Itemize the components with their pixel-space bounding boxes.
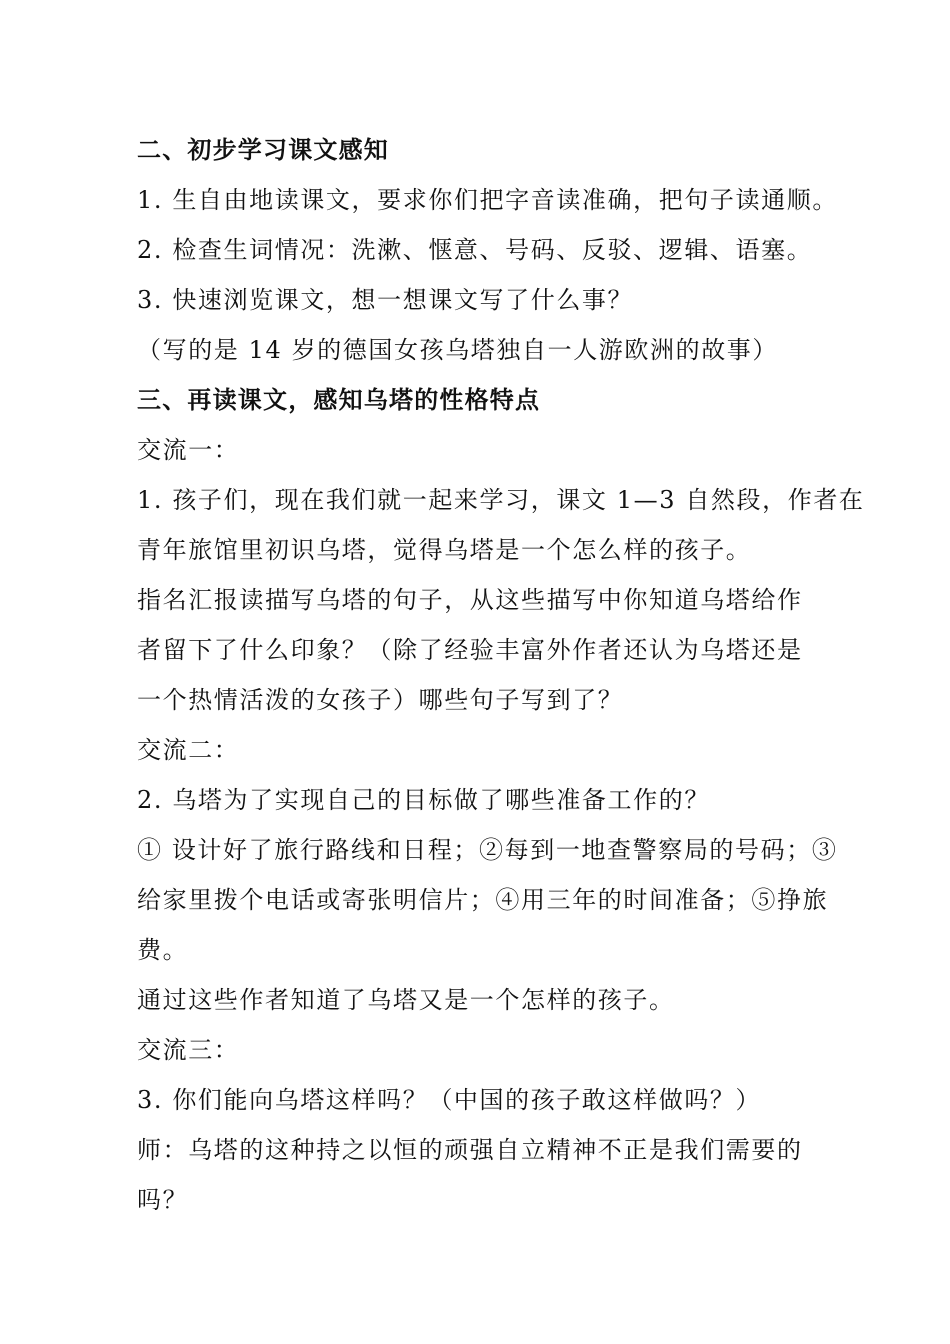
- section-heading-3: 三、再读课文，感知乌塔的性格特点: [137, 386, 541, 414]
- paragraph-line: 费。: [137, 936, 189, 964]
- subheading-exchange-1: 交流一：: [137, 436, 240, 464]
- paragraph-line: 3. 你们能向乌塔这样吗？（中国的孩子敢这样做吗？）: [137, 1086, 762, 1114]
- paragraph-line: 吗？: [137, 1186, 189, 1214]
- paragraph-line: 一个热情活泼的女孩子）哪些句子写到了？: [137, 686, 624, 714]
- paragraph-line: 青年旅馆里初识乌塔，觉得乌塔是一个怎么样的孩子。: [137, 536, 752, 564]
- paragraph-line: 师：乌塔的这种持之以恒的顽强自立精神不正是我们需要的: [137, 1136, 803, 1164]
- paragraph-line: （写的是 14 岁的德国女孩乌塔独自一人游欧洲的故事）: [137, 336, 778, 364]
- document-body: [137, 125, 865, 1225]
- paragraph-line: ① 设计好了旅行路线和日程；②每到一地查警察局的号码；③: [137, 836, 838, 864]
- paragraph-line: 3. 快速浏览课文，想一想课文写了什么事？: [137, 286, 634, 314]
- subheading-exchange-3: 交流三：: [137, 1036, 240, 1064]
- paragraph-line: 2. 乌塔为了实现自己的目标做了哪些准备工作的？: [137, 786, 710, 814]
- paragraph-line: 给家里拨个电话或寄张明信片；④用三年的时间准备；⑤挣旅: [137, 886, 829, 914]
- subheading-exchange-2: 交流二：: [137, 736, 240, 764]
- paragraph-line: 指名汇报读描写乌塔的句子，从这些描写中你知道乌塔给作: [137, 586, 803, 614]
- paragraph-line: 通过这些作者知道了乌塔又是一个怎样的孩子。: [137, 986, 675, 1014]
- section-heading-2: 二、初步学习课文感知: [137, 136, 389, 164]
- paragraph-line: 1. 孩子们，现在我们就一起来学习，课文 1—3 自然段，作者在: [137, 486, 865, 514]
- paragraph-line: 1. 生自由地读课文，要求你们把字音读准确，把句子读通顺。: [137, 186, 838, 214]
- paragraph-line: 2. 检查生词情况：洗漱、惬意、号码、反驳、逻辑、语塞。: [137, 236, 813, 264]
- paragraph-line: 者留下了什么印象？（除了经验丰富外作者还认为乌塔还是: [137, 636, 803, 664]
